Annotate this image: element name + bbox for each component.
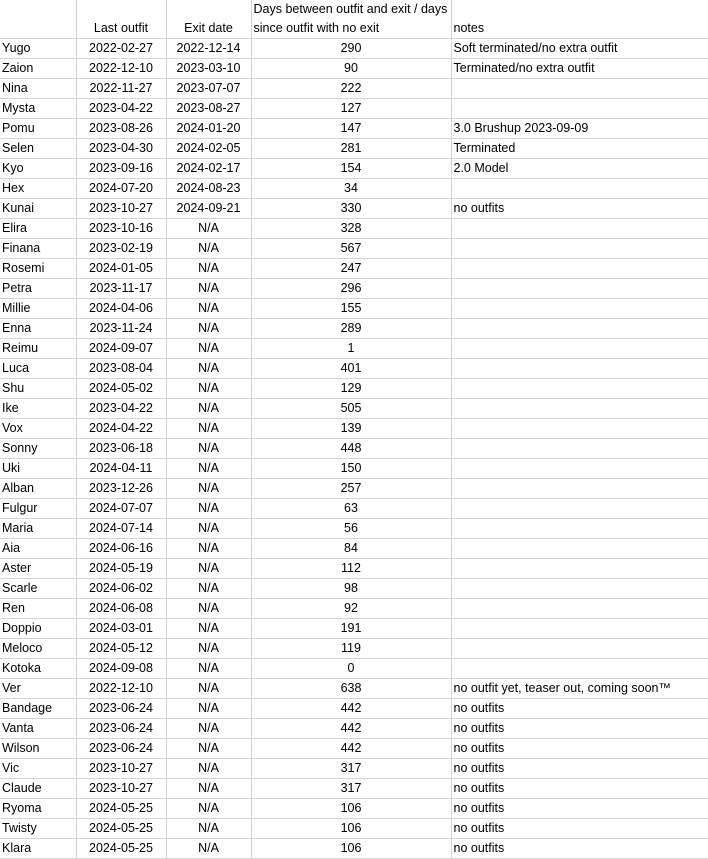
exit-date-cell[interactable]: N/A [166,519,251,539]
exit-date-cell[interactable]: 2024-02-05 [166,139,251,159]
notes-cell[interactable]: no outfits [451,739,708,759]
table-row [0,699,708,719]
name-cell[interactable]: Aster [0,559,76,579]
notes-cell[interactable]: no outfits [451,199,708,219]
table-row [0,539,708,559]
last-outfit-cell[interactable]: 2024-06-16 [76,539,166,559]
exit-date-cell[interactable]: 2023-08-27 [166,99,251,119]
name-cell[interactable]: Sonny [0,439,76,459]
last-outfit-cell[interactable]: 2024-01-05 [76,259,166,279]
last-outfit-cell[interactable]: 2024-07-07 [76,499,166,519]
notes-cell[interactable] [451,319,708,339]
days-cell[interactable]: 1 [251,339,451,359]
exit-date-cell[interactable]: N/A [166,719,251,739]
last-outfit-cell[interactable]: 2024-07-14 [76,519,166,539]
days-cell[interactable]: 317 [251,759,451,779]
table-row [0,299,708,319]
last-outfit-cell[interactable]: 2023-12-26 [76,479,166,499]
last-outfit-cell[interactable]: 2023-08-26 [76,119,166,139]
exit-date-cell[interactable]: N/A [166,259,251,279]
exit-date-cell[interactable]: N/A [166,499,251,519]
last-outfit-cell[interactable]: 2022-12-10 [76,679,166,699]
table-row [0,379,708,399]
days-cell[interactable]: 34 [251,179,451,199]
table-row [0,639,708,659]
days-cell[interactable]: 401 [251,359,451,379]
name-cell[interactable]: Pomu [0,119,76,139]
last-outfit-cell[interactable]: 2023-06-18 [76,439,166,459]
name-cell[interactable]: Petra [0,279,76,299]
table-row [0,559,708,579]
exit-date-cell[interactable]: N/A [166,639,251,659]
exit-date-cell[interactable]: N/A [166,479,251,499]
notes-cell[interactable]: 2.0 Model [451,159,708,179]
last-outfit-cell[interactable]: 2023-06-24 [76,739,166,759]
days-cell[interactable]: 139 [251,419,451,439]
name-cell[interactable]: Alban [0,479,76,499]
last-outfit-cell[interactable]: 2022-02-27 [76,39,166,59]
name-cell[interactable]: Shu [0,379,76,399]
exit-date-cell[interactable]: N/A [166,359,251,379]
exit-date-cell[interactable]: N/A [166,739,251,759]
exit-date-cell[interactable]: N/A [166,219,251,239]
last-outfit-cell[interactable]: 2023-08-04 [76,359,166,379]
days-cell[interactable]: 567 [251,239,451,259]
name-cell[interactable]: Ren [0,599,76,619]
last-outfit-cell[interactable]: 2024-03-01 [76,619,166,639]
name-cell[interactable]: Ike [0,399,76,419]
header-last-outfit-cell[interactable]: Last outfit [76,0,166,39]
table-row [0,579,708,599]
header-notes-cell[interactable]: notes [451,0,708,39]
name-cell[interactable]: Luca [0,359,76,379]
notes-cell[interactable] [451,519,708,539]
days-cell[interactable]: 155 [251,299,451,319]
exit-date-cell[interactable]: N/A [166,779,251,799]
name-cell[interactable]: Ver [0,679,76,699]
last-outfit-cell[interactable]: 2024-04-22 [76,419,166,439]
table-row [0,819,708,839]
table-row [0,739,708,759]
notes-cell[interactable] [451,439,708,459]
name-cell[interactable]: Wilson [0,739,76,759]
notes-cell[interactable]: no outfits [451,719,708,739]
last-outfit-cell[interactable]: 2023-09-16 [76,159,166,179]
exit-date-cell[interactable]: 2024-09-21 [166,199,251,219]
table-row [0,39,708,59]
name-cell[interactable]: Twisty [0,819,76,839]
days-cell[interactable]: 317 [251,779,451,799]
table-row [0,259,708,279]
name-cell[interactable]: Klara [0,839,76,859]
table-row [0,79,708,99]
days-cell[interactable]: 257 [251,479,451,499]
name-cell[interactable]: Mysta [0,99,76,119]
exit-date-cell[interactable]: N/A [166,419,251,439]
days-cell[interactable]: 106 [251,799,451,819]
exit-date-cell[interactable]: N/A [166,599,251,619]
last-outfit-cell[interactable]: 2024-04-11 [76,459,166,479]
notes-cell[interactable]: Soft terminated/no extra outfit [451,39,708,59]
notes-cell[interactable] [451,539,708,559]
name-cell[interactable]: Hex [0,179,76,199]
name-cell[interactable]: Aia [0,539,76,559]
table-row [0,519,708,539]
exit-date-cell[interactable]: N/A [166,339,251,359]
days-cell[interactable]: 129 [251,379,451,399]
last-outfit-cell[interactable]: 2024-09-07 [76,339,166,359]
last-outfit-cell[interactable]: 2023-11-24 [76,319,166,339]
notes-cell[interactable] [451,639,708,659]
last-outfit-cell[interactable]: 2024-05-02 [76,379,166,399]
exit-date-cell[interactable]: N/A [166,619,251,639]
notes-cell[interactable] [451,239,708,259]
notes-cell[interactable] [451,419,708,439]
name-cell[interactable]: Uki [0,459,76,479]
name-cell[interactable]: Reimu [0,339,76,359]
name-cell[interactable]: Doppio [0,619,76,639]
notes-cell[interactable] [451,499,708,519]
last-outfit-cell[interactable]: 2024-07-20 [76,179,166,199]
days-cell[interactable]: 147 [251,119,451,139]
table-row [0,679,708,699]
days-cell[interactable]: 328 [251,219,451,239]
name-cell[interactable]: Maria [0,519,76,539]
last-outfit-cell[interactable]: 2024-06-08 [76,599,166,619]
exit-date-cell[interactable]: N/A [166,439,251,459]
name-cell[interactable]: Selen [0,139,76,159]
table-row [0,399,708,419]
header-name-cell[interactable] [0,0,76,39]
table-row [0,99,708,119]
notes-cell[interactable]: Terminated/no extra outfit [451,59,708,79]
exit-date-cell[interactable]: N/A [166,839,251,859]
days-cell[interactable]: 119 [251,639,451,659]
name-cell[interactable]: Scarle [0,579,76,599]
notes-cell[interactable] [451,459,708,479]
last-outfit-cell[interactable]: 2024-05-12 [76,639,166,659]
exit-date-cell[interactable]: N/A [166,539,251,559]
exit-date-cell[interactable]: N/A [166,679,251,699]
exit-date-cell[interactable]: N/A [166,659,251,679]
last-outfit-cell[interactable]: 2024-05-25 [76,799,166,819]
name-cell[interactable]: Kyo [0,159,76,179]
last-outfit-cell[interactable]: 2023-04-22 [76,399,166,419]
last-outfit-cell[interactable]: 2023-10-27 [76,759,166,779]
days-cell[interactable]: 289 [251,319,451,339]
notes-cell[interactable]: no outfits [451,839,708,859]
name-cell[interactable]: Yugo [0,39,76,59]
days-cell[interactable]: 84 [251,539,451,559]
last-outfit-cell[interactable]: 2023-10-27 [76,199,166,219]
last-outfit-cell[interactable]: 2024-06-02 [76,579,166,599]
notes-cell[interactable] [451,359,708,379]
days-cell[interactable]: 56 [251,519,451,539]
notes-cell[interactable] [451,279,708,299]
table-row [0,619,708,639]
exit-date-cell[interactable]: N/A [166,559,251,579]
days-cell[interactable]: 106 [251,819,451,839]
days-cell[interactable]: 330 [251,199,451,219]
notes-cell[interactable]: 3.0 Brushup 2023-09-09 [451,119,708,139]
header-days-cell[interactable]: Days between outfit and exit / days since outfit with no exit [251,0,451,39]
exit-date-cell[interactable]: 2024-08-23 [166,179,251,199]
notes-cell[interactable] [451,219,708,239]
days-cell[interactable]: 90 [251,59,451,79]
last-outfit-cell[interactable]: 2023-06-24 [76,719,166,739]
last-outfit-cell[interactable]: 2023-06-24 [76,699,166,719]
days-cell[interactable]: 92 [251,599,451,619]
days-cell[interactable]: 222 [251,79,451,99]
table-row [0,839,708,859]
last-outfit-cell[interactable]: 2023-10-16 [76,219,166,239]
days-cell[interactable]: 98 [251,579,451,599]
name-cell[interactable]: Nina [0,79,76,99]
name-cell[interactable]: Vox [0,419,76,439]
last-outfit-cell[interactable]: 2024-04-06 [76,299,166,319]
notes-cell[interactable]: no outfits [451,799,708,819]
name-cell[interactable]: Finana [0,239,76,259]
table-row [0,599,708,619]
notes-cell[interactable] [451,179,708,199]
table-row [0,279,708,299]
days-cell[interactable]: 505 [251,399,451,419]
days-cell[interactable]: 63 [251,499,451,519]
days-cell[interactable]: 296 [251,279,451,299]
table-row [0,219,708,239]
name-cell[interactable]: Vanta [0,719,76,739]
table-row [0,759,708,779]
last-outfit-cell[interactable]: 2023-04-30 [76,139,166,159]
exit-date-cell[interactable]: 2023-07-07 [166,79,251,99]
days-cell[interactable]: 127 [251,99,451,119]
name-cell[interactable]: Vic [0,759,76,779]
last-outfit-cell[interactable]: 2024-05-25 [76,819,166,839]
notes-cell[interactable] [451,339,708,359]
exit-date-cell[interactable]: N/A [166,799,251,819]
name-cell[interactable]: Enna [0,319,76,339]
exit-date-cell[interactable]: N/A [166,459,251,479]
table-row [0,439,708,459]
days-cell[interactable]: 290 [251,39,451,59]
name-cell[interactable]: Kotoka [0,659,76,679]
notes-cell[interactable] [451,479,708,499]
notes-cell[interactable]: no outfits [451,699,708,719]
days-cell[interactable]: 442 [251,719,451,739]
exit-date-cell[interactable]: 2023-03-10 [166,59,251,79]
table-row [0,499,708,519]
last-outfit-cell[interactable]: 2023-10-27 [76,779,166,799]
notes-cell[interactable] [451,379,708,399]
table-row [0,719,708,739]
table-row [0,59,708,79]
days-cell[interactable]: 247 [251,259,451,279]
exit-date-cell[interactable]: N/A [166,579,251,599]
notes-cell[interactable]: no outfits [451,819,708,839]
name-cell[interactable]: Meloco [0,639,76,659]
exit-date-cell[interactable]: N/A [166,319,251,339]
notes-cell[interactable] [451,79,708,99]
table-row [0,159,708,179]
last-outfit-cell[interactable]: 2023-02-19 [76,239,166,259]
notes-cell[interactable] [451,579,708,599]
notes-cell[interactable] [451,559,708,579]
table-row [0,319,708,339]
notes-cell[interactable]: no outfits [451,779,708,799]
exit-date-cell[interactable]: 2024-01-20 [166,119,251,139]
table-row [0,179,708,199]
notes-cell[interactable] [451,299,708,319]
last-outfit-cell[interactable]: 2024-05-19 [76,559,166,579]
table-row [0,479,708,499]
table-row [0,199,708,219]
notes-cell[interactable] [451,259,708,279]
table-row [0,359,708,379]
last-outfit-cell[interactable]: 2024-09-08 [76,659,166,679]
days-cell[interactable]: 0 [251,659,451,679]
notes-cell[interactable] [451,399,708,419]
table-row [0,799,708,819]
table-row [0,239,708,259]
name-cell[interactable]: Elira [0,219,76,239]
table-row [0,339,708,359]
name-cell[interactable]: Ryoma [0,799,76,819]
days-cell[interactable]: 106 [251,839,451,859]
header-exit-date-cell[interactable]: Exit date [166,0,251,39]
notes-cell[interactable]: no outfit yet, teaser out, coming soon™ [451,679,708,699]
notes-cell[interactable]: no outfits [451,759,708,779]
last-outfit-cell[interactable]: 2022-11-27 [76,79,166,99]
last-outfit-cell[interactable]: 2023-11-17 [76,279,166,299]
notes-cell[interactable] [451,659,708,679]
days-cell[interactable]: 638 [251,679,451,699]
name-cell[interactable]: Kunai [0,199,76,219]
name-cell[interactable]: Fulgur [0,499,76,519]
name-cell[interactable]: Claude [0,779,76,799]
days-cell[interactable]: 281 [251,139,451,159]
days-cell[interactable]: 150 [251,459,451,479]
notes-cell[interactable] [451,599,708,619]
exit-date-cell[interactable]: N/A [166,379,251,399]
exit-date-cell[interactable]: N/A [166,239,251,259]
notes-cell[interactable] [451,619,708,639]
exit-date-cell[interactable]: N/A [166,819,251,839]
table-row [0,459,708,479]
name-cell[interactable]: Millie [0,299,76,319]
table-row [0,659,708,679]
exit-date-cell[interactable]: N/A [166,699,251,719]
table-row [0,779,708,799]
last-outfit-cell[interactable]: 2022-12-10 [76,59,166,79]
name-cell[interactable]: Zaion [0,59,76,79]
last-outfit-cell[interactable]: 2023-04-22 [76,99,166,119]
days-cell[interactable]: 112 [251,559,451,579]
exit-date-cell[interactable]: N/A [166,279,251,299]
table-row [0,419,708,439]
table-row [0,139,708,159]
header-row [0,0,708,39]
exit-date-cell[interactable]: 2022-12-14 [166,39,251,59]
exit-date-cell[interactable]: N/A [166,399,251,419]
days-cell[interactable]: 442 [251,739,451,759]
exit-date-cell[interactable]: N/A [166,299,251,319]
days-cell[interactable]: 154 [251,159,451,179]
name-cell[interactable]: Bandage [0,699,76,719]
exit-date-cell[interactable]: 2024-02-17 [166,159,251,179]
days-cell[interactable]: 448 [251,439,451,459]
notes-cell[interactable] [451,99,708,119]
table-row [0,119,708,139]
days-cell[interactable]: 191 [251,619,451,639]
name-cell[interactable]: Rosemi [0,259,76,279]
exit-date-cell[interactable]: N/A [166,759,251,779]
last-outfit-cell[interactable]: 2024-05-25 [76,839,166,859]
days-cell[interactable]: 442 [251,699,451,719]
notes-cell[interactable]: Terminated [451,139,708,159]
